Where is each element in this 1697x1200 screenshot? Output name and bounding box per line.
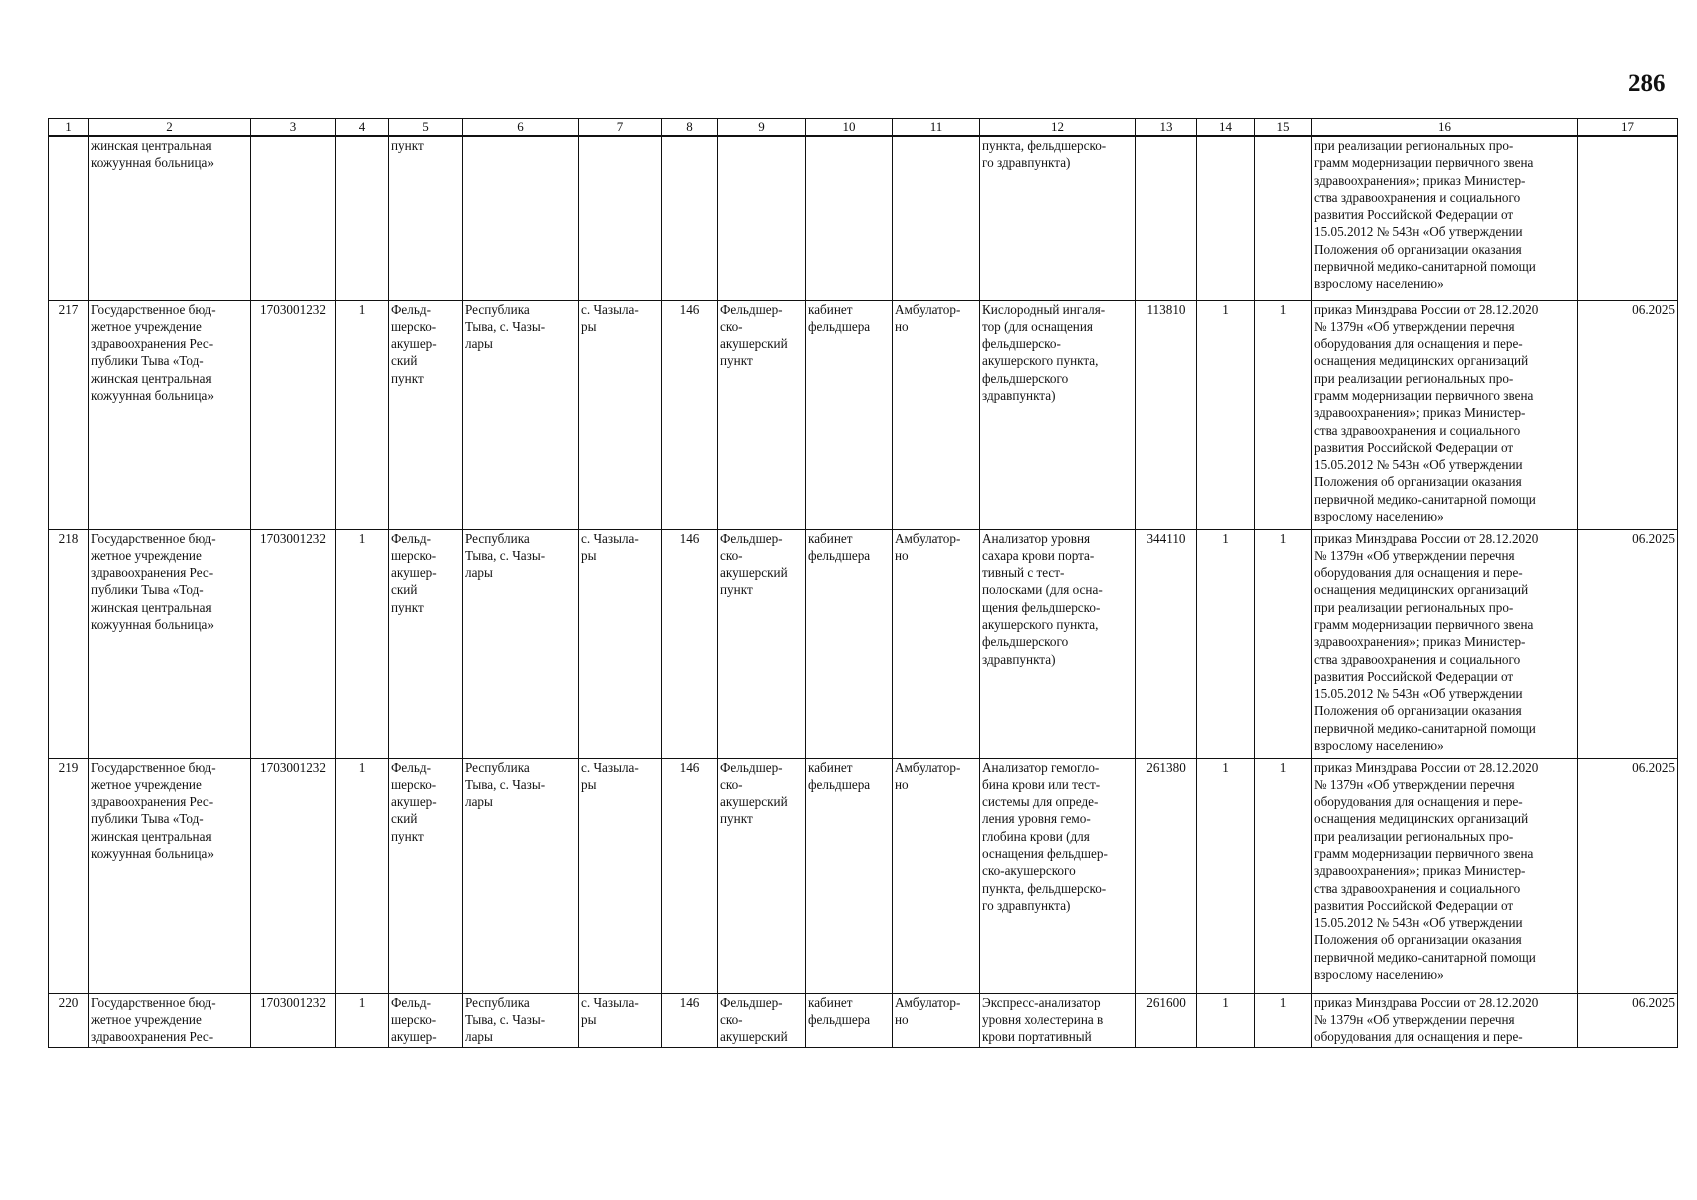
unit-cell: Фельдшер- ско- акушерский bbox=[718, 993, 806, 1047]
column-header: 13 bbox=[1136, 119, 1197, 137]
facility-type-cell: Фельд- шерско- акушер- ский пункт bbox=[389, 300, 463, 529]
column-header: 2 bbox=[89, 119, 251, 137]
col8-cell: 146 bbox=[662, 993, 718, 1047]
row-number-cell: 220 bbox=[49, 993, 89, 1047]
settlement-cell: с. Чазыла- ры bbox=[579, 758, 662, 993]
col8-cell: 146 bbox=[662, 529, 718, 758]
column-header: 9 bbox=[718, 119, 806, 137]
col15-cell bbox=[1255, 136, 1312, 300]
column-header: 14 bbox=[1197, 119, 1255, 137]
col4-cell: 1 bbox=[336, 300, 389, 529]
date-cell: 06.2025 bbox=[1578, 993, 1678, 1047]
date-cell: 06.2025 bbox=[1578, 300, 1678, 529]
address-cell bbox=[463, 136, 579, 300]
address-cell: Республика Тыва, с. Чазы- лары bbox=[463, 529, 579, 758]
address-cell: Республика Тыва, с. Чазы- лары bbox=[463, 300, 579, 529]
page-number: 286 bbox=[1628, 70, 1666, 97]
room-cell: кабинет фельдшера bbox=[806, 529, 893, 758]
address-cell: Республика Тыва, с. Чазы- лары bbox=[463, 758, 579, 993]
column-header: 6 bbox=[463, 119, 579, 137]
table-row bbox=[49, 300, 1678, 529]
col14-cell bbox=[1197, 136, 1255, 300]
column-header: 1 bbox=[49, 119, 89, 137]
facility-type-cell: Фельд- шерско- акушер- ский пункт bbox=[389, 758, 463, 993]
code-cell bbox=[1136, 136, 1197, 300]
facility-type-cell: Фельд- шерско- акушер- ский пункт bbox=[389, 529, 463, 758]
settlement-cell bbox=[579, 136, 662, 300]
regulation-cell: приказ Минздрава России от 28.12.2020 № 1379н «Об утверждении перечня оборудования для оснащения и пере- bbox=[1312, 993, 1578, 1047]
col4-cell: 1 bbox=[336, 993, 389, 1047]
unit-cell bbox=[718, 136, 806, 300]
table-row bbox=[49, 758, 1678, 993]
equipment-cell: Экспресс-анализатор уровня холестерина в крови портативный bbox=[980, 993, 1136, 1047]
date-cell: 06.2025 bbox=[1578, 758, 1678, 993]
column-header: 17 bbox=[1578, 119, 1678, 137]
room-cell: кабинет фельдшера bbox=[806, 758, 893, 993]
settlement-cell: с. Чазыла- ры bbox=[579, 529, 662, 758]
row-number-cell: 218 bbox=[49, 529, 89, 758]
institution-cell: жинская центральная кожуунная больница» bbox=[89, 136, 251, 300]
regulation-cell: приказ Минздрава России от 28.12.2020 № 1379н «Об утверждении перечня оборудования для оснащения и пере- оснащения медицинских организаций при реализации региональных про- грамм модернизации первичного звена здравоохранения»; приказ Министер- ства здравоохранения и социального развития Российской Федерации от 15.05.2012 № 543н «Об утверждении Положения об организации оказания первичной медико-санитарной помощи взрослому населению» bbox=[1312, 529, 1578, 758]
table-row bbox=[49, 136, 1678, 300]
table-row bbox=[49, 993, 1678, 1047]
code-cell: 261600 bbox=[1136, 993, 1197, 1047]
care-mode-cell: Амбулатор- но bbox=[893, 529, 980, 758]
col4-cell bbox=[336, 136, 389, 300]
column-header: 8 bbox=[662, 119, 718, 137]
column-header: 15 bbox=[1255, 119, 1312, 137]
room-cell: кабинет фельдшера bbox=[806, 300, 893, 529]
inn-cell: 1703001232 bbox=[251, 993, 336, 1047]
column-header: 16 bbox=[1312, 119, 1578, 137]
care-mode-cell: Амбулатор- но bbox=[893, 758, 980, 993]
address-cell: Республика Тыва, с. Чазы- лары bbox=[463, 993, 579, 1047]
col15-cell: 1 bbox=[1255, 529, 1312, 758]
room-cell bbox=[806, 136, 893, 300]
col4-cell: 1 bbox=[336, 529, 389, 758]
care-mode-cell: Амбулатор- но bbox=[893, 993, 980, 1047]
care-mode-cell: Амбулатор- но bbox=[893, 300, 980, 529]
column-number-row bbox=[49, 119, 1678, 137]
col15-cell: 1 bbox=[1255, 993, 1312, 1047]
equipment-cell: Кислородный ингаля- тор (для оснащения фельдшерско- акушерского пункта, фельдшерского здравпункта) bbox=[980, 300, 1136, 529]
care-mode-cell bbox=[893, 136, 980, 300]
facility-type-cell: Фельд- шерско- акушер- bbox=[389, 993, 463, 1047]
regulation-cell: приказ Минздрава России от 28.12.2020 № 1379н «Об утверждении перечня оборудования для оснащения и пере- оснащения медицинских организаций при реализации региональных про- грамм модернизации первичного звена здравоохранения»; приказ Министер- ства здравоохранения и социального развития Российской Федерации от 15.05.2012 № 543н «Об утверждении Положения об организации оказания первичной медико-санитарной помощи взрослому населению» bbox=[1312, 758, 1578, 993]
column-header: 5 bbox=[389, 119, 463, 137]
inn-cell: 1703001232 bbox=[251, 758, 336, 993]
equipment-cell: пункта, фельдшерско- го здравпункта) bbox=[980, 136, 1136, 300]
unit-cell: Фельдшер- ско- акушерский пункт bbox=[718, 758, 806, 993]
row-number-cell: 217 bbox=[49, 300, 89, 529]
unit-cell: Фельдшер- ско- акушерский пункт bbox=[718, 300, 806, 529]
unit-cell: Фельдшер- ско- акушерский пункт bbox=[718, 529, 806, 758]
column-header: 4 bbox=[336, 119, 389, 137]
row-number-cell: 219 bbox=[49, 758, 89, 993]
date-cell: 06.2025 bbox=[1578, 529, 1678, 758]
col4-cell: 1 bbox=[336, 758, 389, 993]
table-row bbox=[49, 529, 1678, 758]
institution-cell: Государственное бюд- жетное учреждение здравоохранения Рес- публики Тыва «Тод- жинская центральная кожуунная больница» bbox=[89, 758, 251, 993]
date-cell bbox=[1578, 136, 1678, 300]
institution-cell: Государственное бюд- жетное учреждение здравоохранения Рес- публики Тыва «Тод- жинская центральная кожуунная больница» bbox=[89, 529, 251, 758]
inn-cell: 1703001232 bbox=[251, 529, 336, 758]
col8-cell: 146 bbox=[662, 758, 718, 993]
regulation-cell: приказ Минздрава России от 28.12.2020 № 1379н «Об утверждении перечня оборудования для оснащения и пере- оснащения медицинских организаций при реализации региональных про- грамм модернизации первичного звена здравоохранения»; приказ Министер- ства здравоохранения и социального развития Российской Федерации от 15.05.2012 № 543н «Об утверждении Положения об организации оказания первичной медико-санитарной помощи взрослому населению» bbox=[1312, 300, 1578, 529]
column-header: 3 bbox=[251, 119, 336, 137]
equipment-cell: Анализатор гемогло- бина крови или тест- системы для опреде- ления уровня гемо- глобина крови (для оснащения фельдшер- ско-акушерского пункта, фельдшерско- го здравпункта) bbox=[980, 758, 1136, 993]
col14-cell: 1 bbox=[1197, 529, 1255, 758]
inn-cell bbox=[251, 136, 336, 300]
room-cell: кабинет фельдшера bbox=[806, 993, 893, 1047]
col14-cell: 1 bbox=[1197, 758, 1255, 993]
column-header: 7 bbox=[579, 119, 662, 137]
equipment-table bbox=[48, 118, 1678, 1048]
institution-cell: Государственное бюд- жетное учреждение здравоохранения Рес- публики Тыва «Тод- жинская центральная кожуунная больница» bbox=[89, 300, 251, 529]
col8-cell bbox=[662, 136, 718, 300]
row-number-cell bbox=[49, 136, 89, 300]
code-cell: 261380 bbox=[1136, 758, 1197, 993]
col14-cell: 1 bbox=[1197, 300, 1255, 529]
inn-cell: 1703001232 bbox=[251, 300, 336, 529]
column-header: 12 bbox=[980, 119, 1136, 137]
col8-cell: 146 bbox=[662, 300, 718, 529]
col15-cell: 1 bbox=[1255, 300, 1312, 529]
col15-cell: 1 bbox=[1255, 758, 1312, 993]
code-cell: 344110 bbox=[1136, 529, 1197, 758]
equipment-cell: Анализатор уровня сахара крови порта- тивный с тест- полосками (для осна- щения фельдшерско- акушерского пункта, фельдшерского здравпункта) bbox=[980, 529, 1136, 758]
column-header: 10 bbox=[806, 119, 893, 137]
column-header: 11 bbox=[893, 119, 980, 137]
code-cell: 113810 bbox=[1136, 300, 1197, 529]
regulation-cell: при реализации региональных про- грамм модернизации первичного звена здравоохранения»; приказ Министер- ства здравоохранения и социального развития Российской Федерации от 15.05.2012 № 543н «Об утверждении Положения об организации оказания первичной медико-санитарной помощи взрослому населению» bbox=[1312, 136, 1578, 300]
col14-cell: 1 bbox=[1197, 993, 1255, 1047]
settlement-cell: с. Чазыла- ры bbox=[579, 300, 662, 529]
settlement-cell: с. Чазыла- ры bbox=[579, 993, 662, 1047]
institution-cell: Государственное бюд- жетное учреждение здравоохранения Рес- bbox=[89, 993, 251, 1047]
facility-type-cell: пункт bbox=[389, 136, 463, 300]
